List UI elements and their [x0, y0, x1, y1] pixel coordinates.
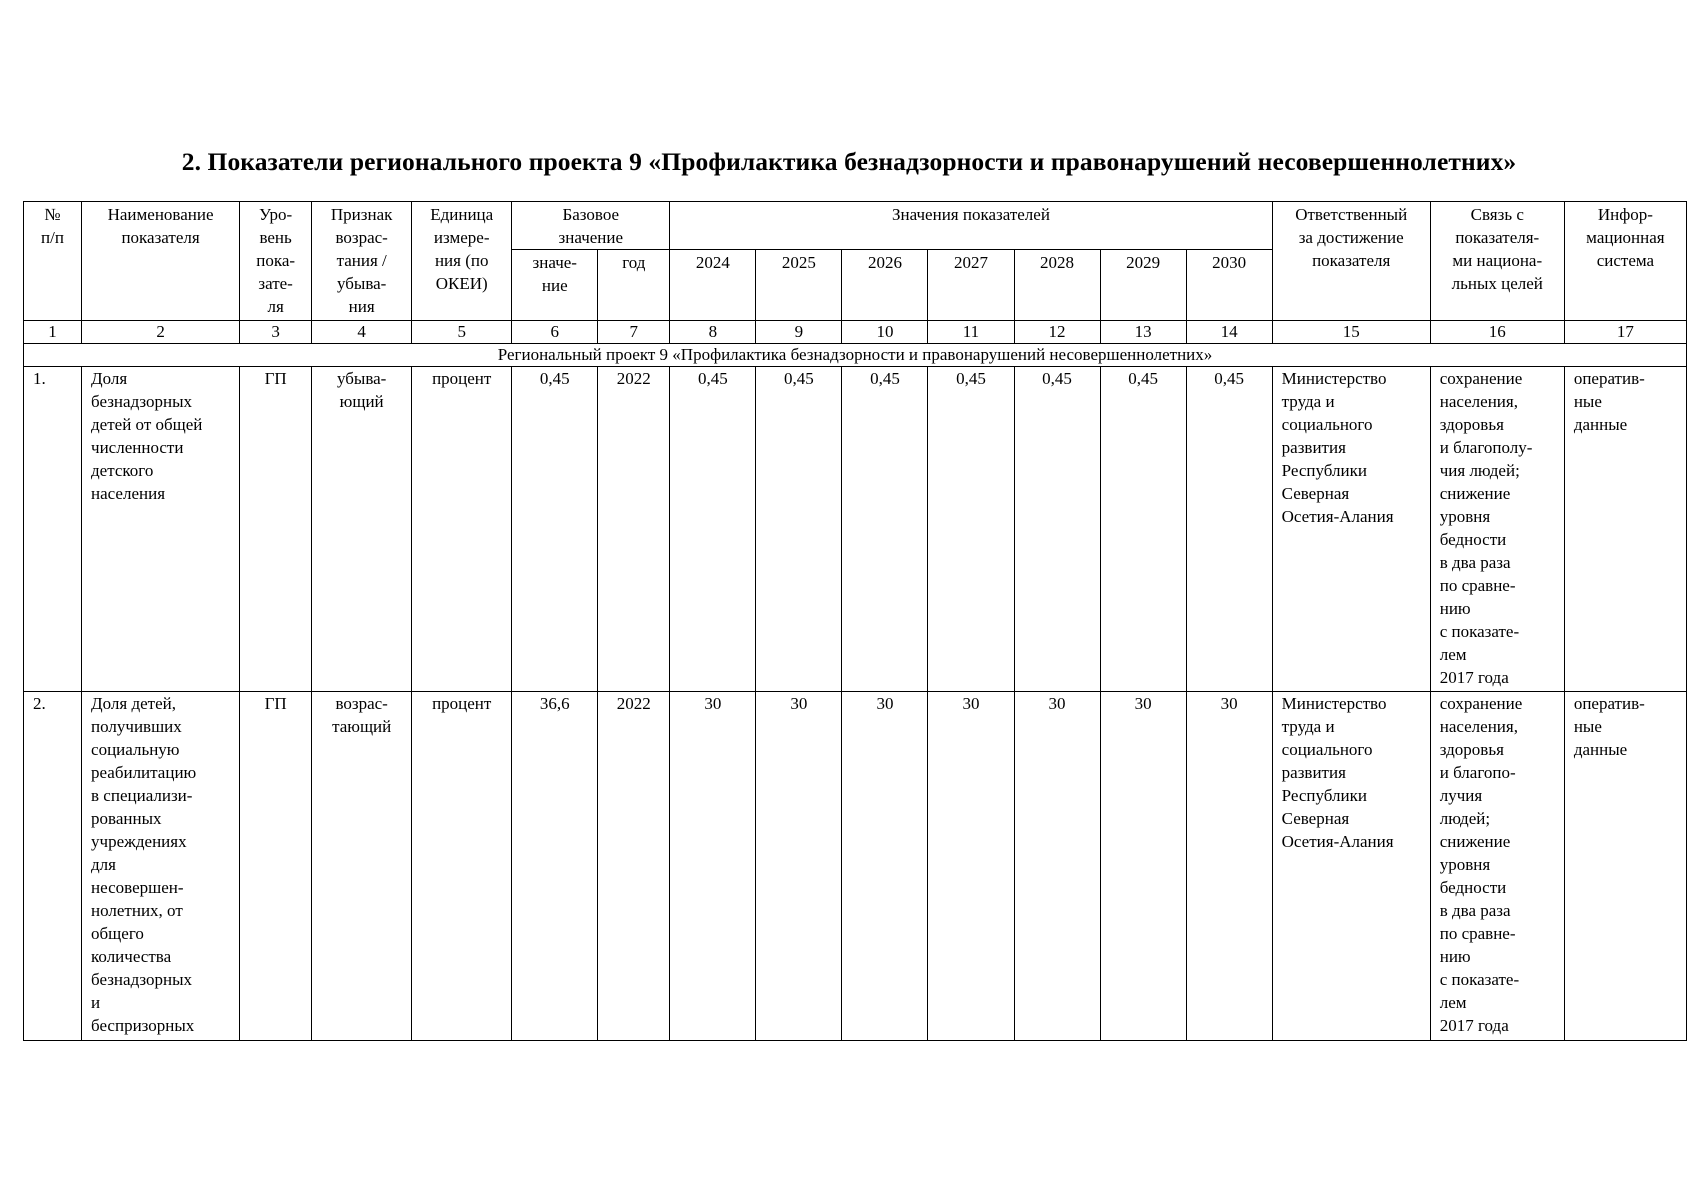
header-year: 2030 — [1186, 250, 1272, 321]
column-numbers-row — [24, 321, 1687, 344]
row-unit: процент — [412, 692, 512, 1041]
row-base-value: 36,6 — [512, 692, 598, 1041]
header-values: Значения показателей — [670, 202, 1272, 250]
row-value: 0,45 — [928, 367, 1014, 692]
row-system: оператив- ные данные — [1564, 367, 1686, 692]
column-number: 13 — [1100, 321, 1186, 344]
column-number: 1 — [24, 321, 82, 344]
row-name: Доля безнадзорных детей от общей численности детского населения — [82, 367, 240, 692]
row-unit: процент — [412, 367, 512, 692]
row-base-year: 2022 — [598, 367, 670, 692]
row-level: ГП — [240, 367, 312, 692]
row-value: 30 — [670, 692, 756, 1041]
section-row — [24, 344, 1687, 367]
row-link: сохранение населения, здоровья и благополу- чия людей; снижение уровня бедности в два раза по сравне- нию с показате- лем 2017 года — [1430, 367, 1564, 692]
header-sign: Признак возрас- тания / убыва- ния — [312, 202, 412, 321]
row-value: 30 — [756, 692, 842, 1041]
row-name: Доля детей, получивших социальную реабилитацию в специализи- рованных учреждениях для несовершен- нолетних, от общего количества безнадзорных и беспризорных — [82, 692, 240, 1041]
header-base-value: значе- ние — [512, 250, 598, 321]
row-value: 30 — [1100, 692, 1186, 1041]
header-year: 2027 — [928, 250, 1014, 321]
row-value: 0,45 — [756, 367, 842, 692]
header-year: 2029 — [1100, 250, 1186, 321]
column-number: 4 — [312, 321, 412, 344]
column-number: 17 — [1564, 321, 1686, 344]
column-number: 6 — [512, 321, 598, 344]
row-sign: возрас- тающий — [312, 692, 412, 1041]
row-num: 1. — [24, 367, 82, 692]
row-level: ГП — [240, 692, 312, 1041]
header-year: 2025 — [756, 250, 842, 321]
section-title: Региональный проект 9 «Профилактика безнадзорности и правонарушений несовершеннолетних» — [24, 344, 1687, 367]
row-value: 0,45 — [842, 367, 928, 692]
header-system: Инфор- мационная система — [1564, 202, 1686, 321]
row-value: 30 — [928, 692, 1014, 1041]
header-year: 2024 — [670, 250, 756, 321]
row-base-year: 2022 — [598, 692, 670, 1041]
column-number: 14 — [1186, 321, 1272, 344]
header-base-year: год — [598, 250, 670, 321]
header-link: Связь с показателя- ми национа- льных целей — [1430, 202, 1564, 321]
header-level: Уро- вень пока- зате- ля — [240, 202, 312, 321]
column-number: 7 — [598, 321, 670, 344]
indicators-table — [23, 201, 1687, 1041]
header-unit: Единица измере- ния (по ОКЕИ) — [412, 202, 512, 321]
header-base: Базовое значение — [512, 202, 670, 250]
column-number: 16 — [1430, 321, 1564, 344]
row-link: сохранение населения, здоровья и благопо- лучия людей; снижение уровня бедности в два раза по сравне- нию с показате- лем 2017 года — [1430, 692, 1564, 1041]
row-responsible: Министерство труда и социального развития Республики Северная Осетия-Алания — [1272, 692, 1430, 1041]
header-num: № п/п — [24, 202, 82, 321]
row-sign: убыва- ющий — [312, 367, 412, 692]
row-value: 0,45 — [1186, 367, 1272, 692]
row-base-value: 0,45 — [512, 367, 598, 692]
row-num: 2. — [24, 692, 82, 1041]
column-number: 9 — [756, 321, 842, 344]
header-year: 2028 — [1014, 250, 1100, 321]
column-number: 12 — [1014, 321, 1100, 344]
header-year: 2026 — [842, 250, 928, 321]
column-number: 10 — [842, 321, 928, 344]
row-value: 30 — [1014, 692, 1100, 1041]
header-responsible: Ответственный за достижение показателя — [1272, 202, 1430, 321]
row-value: 0,45 — [1014, 367, 1100, 692]
column-number: 15 — [1272, 321, 1430, 344]
column-number: 2 — [82, 321, 240, 344]
column-number: 11 — [928, 321, 1014, 344]
column-number: 3 — [240, 321, 312, 344]
table-row — [24, 367, 1687, 692]
header-name: Наименование показателя — [82, 202, 240, 321]
row-value: 0,45 — [670, 367, 756, 692]
row-system: оператив- ные данные — [1564, 692, 1686, 1041]
column-number: 5 — [412, 321, 512, 344]
row-value: 30 — [842, 692, 928, 1041]
row-responsible: Министерство труда и социального развития Республики Северная Осетия-Алания — [1272, 367, 1430, 692]
page-title: 2. Показатели регионального проекта 9 «Профилактика безнадзорности и правонарушений несовершеннолетних» — [181, 147, 1517, 176]
row-value: 30 — [1186, 692, 1272, 1041]
column-number: 8 — [670, 321, 756, 344]
table-row — [24, 692, 1687, 1041]
row-value: 0,45 — [1100, 367, 1186, 692]
